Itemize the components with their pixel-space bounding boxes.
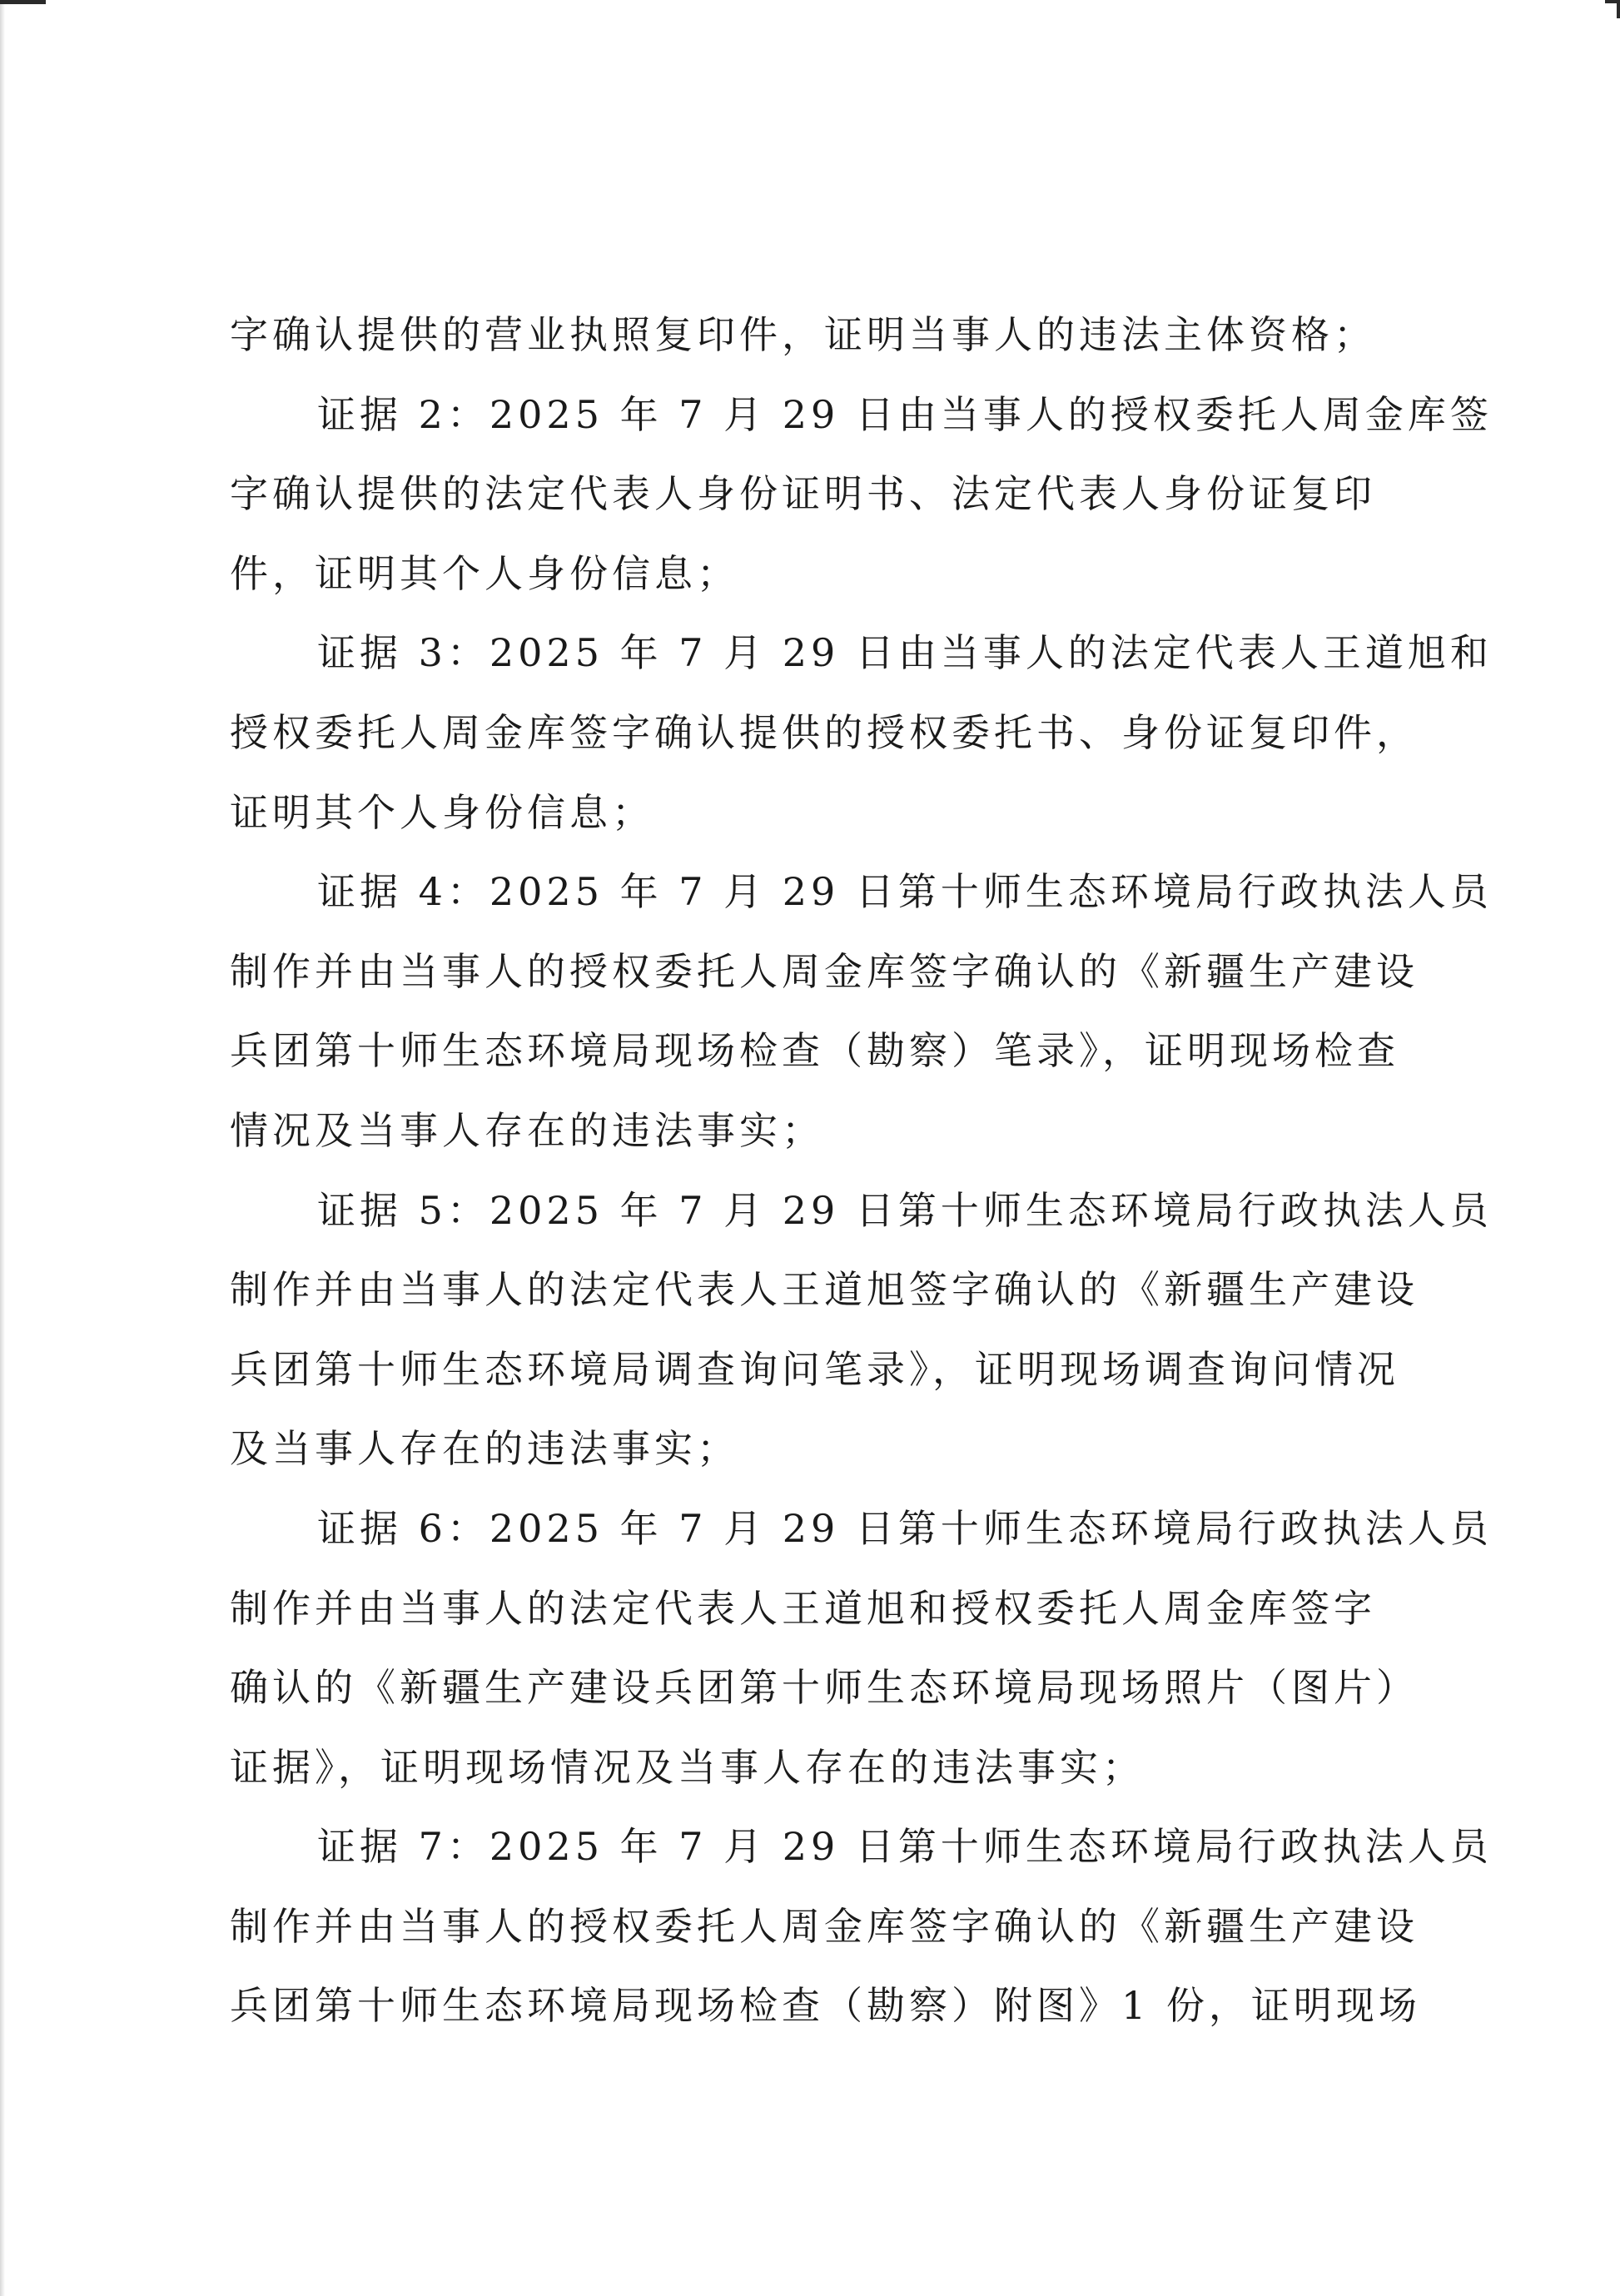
text-line: 证据 6：2025 年 7 月 29 日第十师生态环境局行政执法人员 xyxy=(317,1505,1493,1551)
text-line: 制作并由当事人的授权委托人周金库签字确认的《新疆生产建设 xyxy=(230,1903,1419,1949)
document-body xyxy=(230,296,1493,2046)
text-line: 情况及当事人存在的违法事实； xyxy=(230,1107,824,1153)
text-line: 兵团第十师生态环境局现场检查（勘察）附图》1 份，证明现场 xyxy=(230,1983,1421,2029)
text-line: 字确认提供的法定代表人身份证明书、法定代表人身份证复印 xyxy=(230,471,1376,517)
scan-edge xyxy=(0,0,5,2296)
text-line: 制作并由当事人的法定代表人王道旭和授权委托人周金库签字 xyxy=(230,1585,1376,1631)
text-line: 证据 7：2025 年 7 月 29 日第十师生态环境局行政执法人员 xyxy=(317,1824,1493,1870)
scan-mark-top-right xyxy=(1605,0,1620,18)
text-line: 证明其个人身份信息； xyxy=(230,789,654,835)
text-line: 证据 3：2025 年 7 月 29 日由当事人的法定代表人王道旭和 xyxy=(317,630,1493,676)
text-line: 制作并由当事人的法定代表人王道旭签字确认的《新疆生产建设 xyxy=(230,1267,1419,1313)
text-line: 兵团第十师生态环境局调查询问笔录》，证明现场调查询问情况 xyxy=(230,1346,1399,1392)
scan-mark-top-left xyxy=(0,0,46,4)
text-line: 制作并由当事人的授权委托人周金库签字确认的《新疆生产建设 xyxy=(230,948,1419,994)
text-line: 证据 4：2025 年 7 月 29 日第十师生态环境局行政执法人员 xyxy=(317,869,1493,915)
text-line: 证据》，证明现场情况及当事人存在的违法事实； xyxy=(230,1744,1145,1790)
text-line: 确认的《新疆生产建设兵团第十师生态环境局现场照片（图片） xyxy=(230,1665,1419,1711)
text-line: 证据 2：2025 年 7 月 29 日由当事人的授权委托人周金库签 xyxy=(317,391,1493,437)
text-line: 证据 5：2025 年 7 月 29 日第十师生态环境局行政执法人员 xyxy=(317,1187,1493,1233)
text-line: 授权委托人周金库签字确认提供的授权委托书、身份证复印件， xyxy=(230,709,1419,755)
text-line: 兵团第十师生态环境局现场检查（勘察）笔录》，证明现场检查 xyxy=(230,1028,1399,1074)
text-line: 件，证明其个人身份信息； xyxy=(230,550,739,596)
text-line: 及当事人存在的违法事实； xyxy=(230,1426,739,1472)
text-line: 字确认提供的营业执照复印件，证明当事人的违法主体资格； xyxy=(230,312,1376,357)
